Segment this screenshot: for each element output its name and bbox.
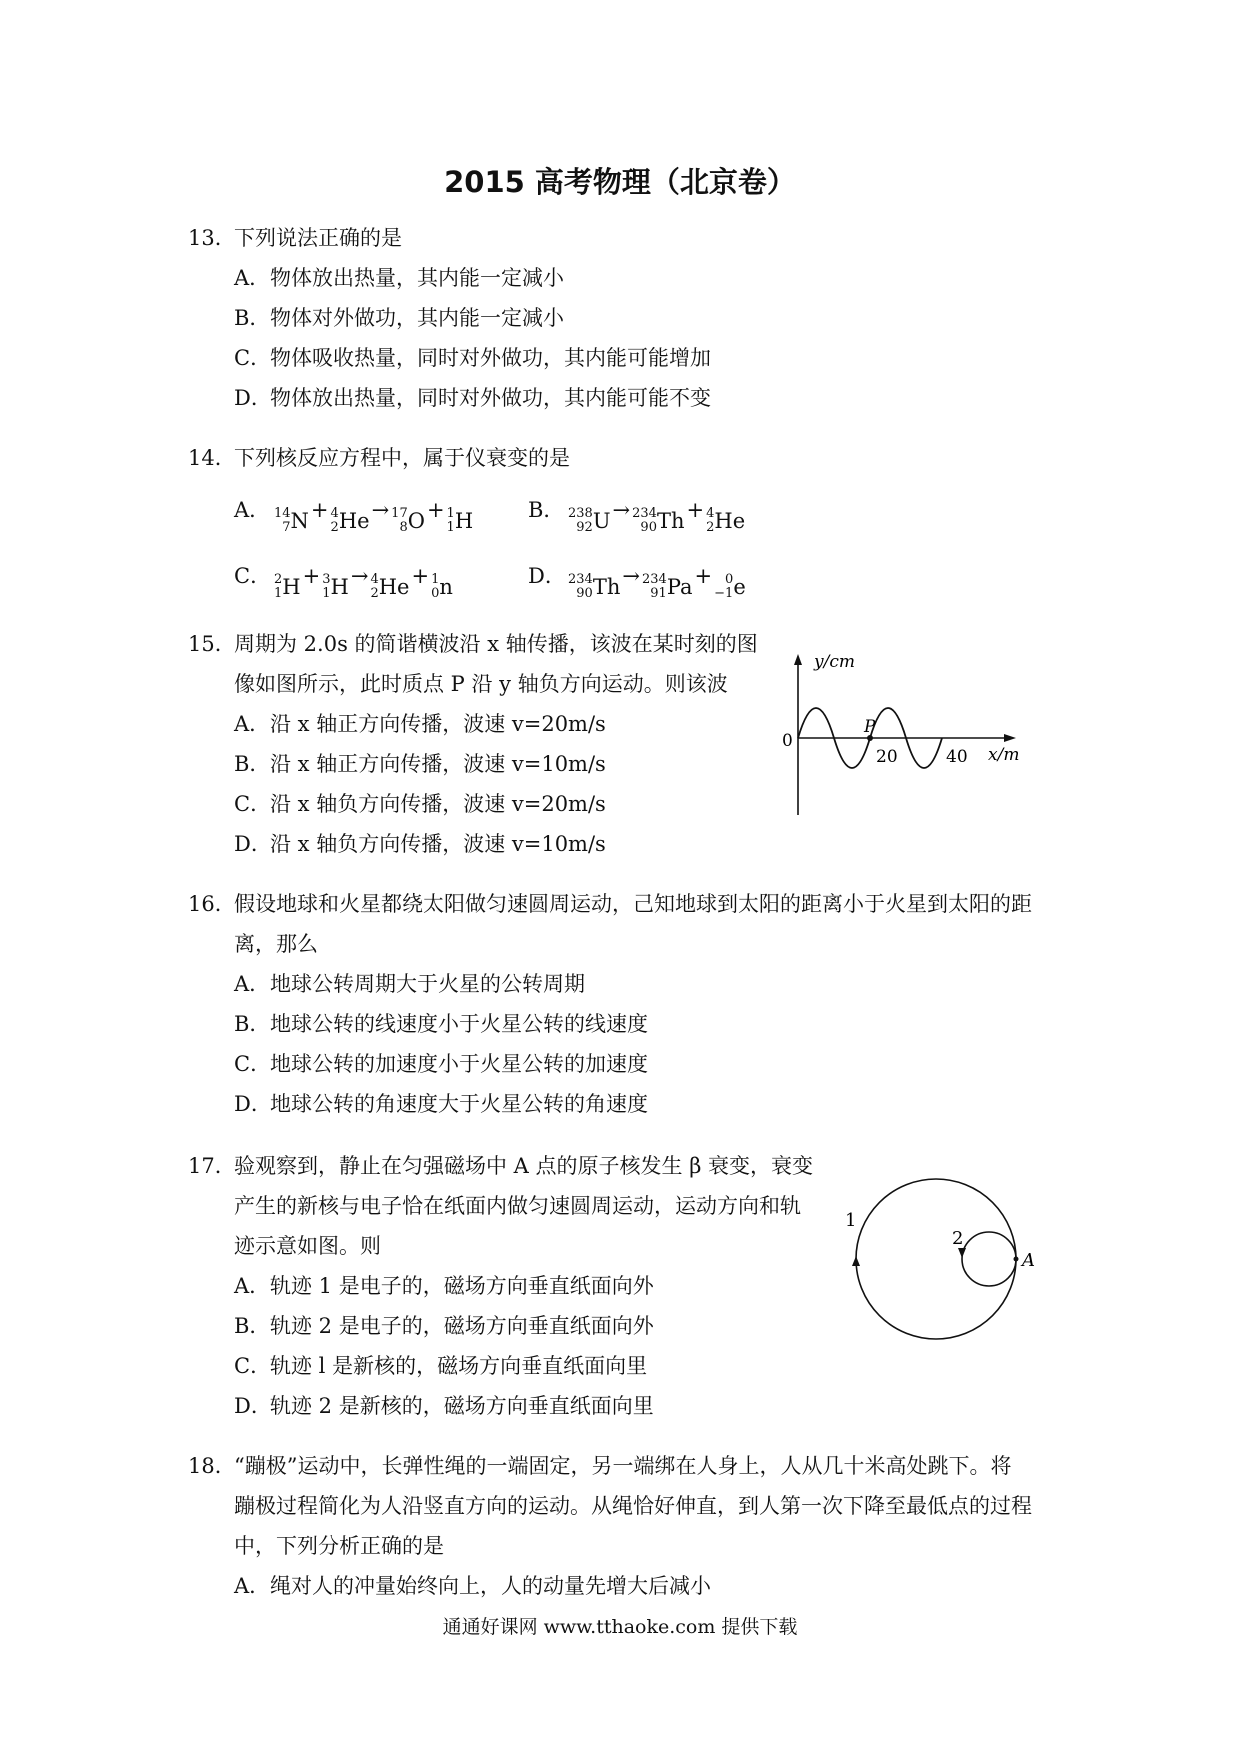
option-label: B．	[234, 306, 271, 330]
q17-option-c	[234, 1346, 647, 1386]
question-text: 周期为 2.0s 的简谐横波沿 x 轴传播，该波在某时刻的图	[234, 632, 758, 656]
option-label: D．	[234, 386, 272, 410]
point-p-label: P	[864, 717, 876, 737]
arrow-icon: →	[350, 564, 369, 588]
atomic-number: 7	[282, 520, 291, 535]
mass-number: 1	[431, 572, 440, 587]
option-label: C．	[234, 346, 272, 370]
option-text: 轨迹 2 是电子的，磁场方向垂直纸面向外	[270, 1314, 654, 1338]
option-label: B．	[528, 498, 565, 522]
option-text: 物体对外做功，其内能一定减小	[270, 306, 564, 330]
mass-number: 3	[322, 572, 331, 587]
question-number: 17．	[188, 1154, 236, 1178]
q13-option-b	[234, 298, 564, 338]
origin-label: 0	[782, 731, 793, 751]
trajectory-1-circle	[856, 1179, 1016, 1339]
mass-number: 14	[274, 506, 291, 521]
element-symbol: O	[407, 509, 425, 533]
atomic-number: 92	[576, 520, 593, 535]
mass-number: 17	[391, 506, 408, 521]
option-text: 地球公转的角速度大于火星公转的角速度	[270, 1092, 648, 1116]
question-text: 假设地球和火星都绕太阳做匀速圆周运动，己知地球到太阳的距离小于火星到太阳的距	[234, 892, 1032, 916]
element-symbol: Pa	[666, 575, 693, 599]
atomic-number: 2	[706, 520, 715, 535]
page-footer: 通通好课网 www.tthaoke.com 提供下载	[442, 1616, 798, 1638]
plus-sign: +	[310, 498, 329, 522]
plus-sign: +	[694, 564, 713, 588]
x-tick-label: 20	[876, 747, 898, 767]
q16-option-d	[234, 1084, 648, 1124]
question-text-cont: 离，那么	[234, 932, 318, 956]
x-tick-label: 40	[946, 747, 968, 767]
q15-option-a	[234, 704, 606, 744]
plus-sign: +	[426, 498, 445, 522]
arrow-icon: →	[622, 564, 640, 588]
mass-number: 234	[641, 572, 667, 587]
option-text: 物体放出热量，同时对外做功，其内能可能不变	[270, 386, 711, 410]
element-symbol: N	[290, 509, 309, 533]
option-label: D．	[528, 564, 566, 588]
element-symbol: He	[378, 575, 410, 599]
q14-option-b	[528, 490, 747, 541]
option-label: C．	[234, 1052, 272, 1076]
y-axis-label: y/cm	[814, 652, 855, 672]
question-15-stem	[188, 624, 758, 664]
q16-option-c	[234, 1044, 648, 1084]
option-text: 沿 x 轴正方向传播，波速 v=20m/s	[270, 712, 606, 736]
option-text: 沿 x 轴负方向传播，波速 v=20m/s	[270, 792, 606, 816]
element-symbol: Th	[592, 575, 621, 599]
option-label: A．	[234, 266, 271, 290]
option-label: A．	[234, 498, 271, 522]
q17-option-b	[234, 1306, 654, 1346]
q13-option-c	[234, 338, 711, 378]
q14-option-d	[528, 556, 748, 607]
option-text: 绳对人的冲量始终向上，人的动量先增大后减小	[270, 1574, 711, 1598]
option-label: B．	[234, 752, 271, 776]
y-axis-arrow-icon	[794, 654, 802, 665]
option-text: 沿 x 轴负方向传播，波速 v=10m/s	[270, 832, 606, 856]
point-a-marker	[1014, 1257, 1019, 1262]
mass-number: 4	[330, 506, 339, 521]
option-label: C．	[234, 792, 272, 816]
option-label: D．	[234, 832, 272, 856]
q17-option-d	[234, 1386, 654, 1426]
q15-option-c	[234, 784, 606, 824]
wave-figure	[780, 650, 1040, 820]
question-text: 验观察到，静止在匀强磁场中 A 点的原子核发生 β 衰变，衰变	[234, 1154, 814, 1178]
q14-option-c	[234, 556, 455, 607]
option-text: 地球公转周期大于火星的公转周期	[270, 972, 585, 996]
question-text-cont: 中，下列分析正确的是	[234, 1534, 444, 1558]
atomic-number: 1	[274, 586, 283, 601]
question-17-stem	[188, 1146, 813, 1186]
option-label: D．	[234, 1394, 272, 1418]
mass-number: 234	[568, 572, 593, 587]
question-13-stem	[188, 218, 402, 258]
option-text: 物体吸收热量，同时对外做功，其内能可能增加	[270, 346, 711, 370]
atomic-number: 0	[431, 586, 440, 601]
q16-option-a	[234, 964, 585, 1004]
option-text: 轨迹 l 是新核的，磁场方向垂直纸面向里	[270, 1354, 648, 1378]
q17-option-a	[234, 1266, 654, 1306]
atomic-number: 90	[576, 586, 593, 601]
arrow-icon: →	[371, 498, 390, 522]
q14-option-a	[234, 490, 475, 541]
mass-number: 238	[568, 506, 593, 521]
direction-arrow-icon	[958, 1248, 966, 1258]
q18-option-a	[234, 1566, 711, 1606]
mass-number: 0	[725, 572, 734, 587]
element-symbol: H	[330, 575, 349, 599]
option-label: A．	[234, 972, 271, 996]
arrow-icon: →	[612, 498, 631, 522]
question-number: 14．	[188, 446, 236, 470]
question-16-stem	[188, 884, 1032, 924]
question-number: 15．	[188, 632, 236, 656]
mass-number: 234	[632, 506, 657, 521]
option-label: B．	[234, 1314, 271, 1338]
element-symbol: Th	[656, 509, 685, 533]
x-axis-arrow-icon	[1004, 734, 1016, 742]
trajectory-figure	[840, 1176, 1040, 1346]
atomic-number: 8	[399, 520, 408, 535]
question-text-cont: 迹示意如图。则	[234, 1234, 381, 1258]
option-text: 地球公转的线速度小于火星公转的线速度	[270, 1012, 648, 1036]
option-label: D．	[234, 1092, 272, 1116]
element-symbol: H	[454, 509, 474, 533]
q13-option-a	[234, 258, 564, 298]
option-label: A．	[234, 1574, 271, 1598]
option-label: B．	[234, 1012, 271, 1036]
atomic-number: −1	[714, 586, 734, 601]
atomic-number: 91	[650, 586, 667, 601]
page-title: 2015 高考物理（北京卷）	[444, 165, 796, 199]
atomic-number: 1	[322, 586, 331, 601]
question-text: 下列说法正确的是	[234, 226, 402, 250]
option-label: C．	[234, 1354, 272, 1378]
element-symbol: n	[439, 575, 453, 599]
mass-number: 4	[370, 572, 379, 587]
question-number: 16．	[188, 892, 236, 916]
plus-sign: +	[302, 564, 321, 588]
atomic-number: 2	[370, 586, 379, 601]
option-text: 轨迹 2 是新核的，磁场方向垂直纸面向里	[270, 1394, 654, 1418]
option-label: A．	[234, 712, 271, 736]
q15-option-d	[234, 824, 606, 864]
element-symbol: He	[338, 509, 370, 533]
trajectory-1-label: 1	[845, 1210, 857, 1231]
plus-sign: +	[686, 498, 705, 522]
option-label: A．	[234, 1274, 271, 1298]
plus-sign: +	[411, 564, 430, 588]
question-text: 下列核反应方程中，属于仪衰变的是	[234, 446, 570, 470]
atomic-number: 1	[446, 520, 455, 535]
question-number: 13．	[188, 226, 236, 250]
q16-option-b	[234, 1004, 648, 1044]
option-text: 地球公转的加速度小于火星公转的加速度	[270, 1052, 648, 1076]
mass-number: 4	[706, 506, 715, 521]
point-a-label: A	[1022, 1250, 1035, 1271]
atomic-number: 2	[330, 520, 339, 535]
question-text-cont: 蹦极过程简化为人沿竖直方向的运动。从绳恰好伸直，到人第一次下降至最低点的过程	[234, 1494, 1032, 1518]
q15-option-b	[234, 744, 606, 784]
option-label: C．	[234, 564, 272, 588]
direction-arrow-icon	[852, 1256, 860, 1266]
question-14-stem	[188, 438, 570, 478]
option-text: 轨迹 1 是电子的，磁场方向垂直纸面向外	[270, 1274, 654, 1298]
mass-number: 2	[274, 572, 283, 587]
trajectory-2-circle	[962, 1232, 1016, 1286]
atomic-number: 90	[640, 520, 657, 535]
element-symbol: H	[282, 575, 301, 599]
element-symbol: e	[733, 575, 746, 599]
q13-option-d	[234, 378, 711, 418]
question-number: 18．	[188, 1454, 236, 1478]
option-text: 物体放出热量，其内能一定减小	[270, 266, 564, 290]
option-text: 沿 x 轴正方向传播，波速 v=10m/s	[270, 752, 606, 776]
element-symbol: He	[714, 509, 746, 533]
trajectory-2-label: 2	[952, 1228, 964, 1249]
question-text-cont: 产生的新核与电子恰在纸面内做匀速圆周运动，运动方向和轨	[234, 1194, 801, 1218]
element-symbol: U	[592, 509, 611, 533]
question-text-cont: 像如图所示，此时质点 P 沿 y 轴负方向运动。则该波	[234, 672, 728, 696]
x-axis-label: x/m	[988, 745, 1020, 765]
question-text: “蹦极”运动中，长弹性绳的一端固定，另一端绑在人身上，人从几十米高处跳下。将	[234, 1454, 1012, 1478]
mass-number: 1	[446, 506, 455, 521]
question-18-stem	[188, 1446, 1011, 1486]
